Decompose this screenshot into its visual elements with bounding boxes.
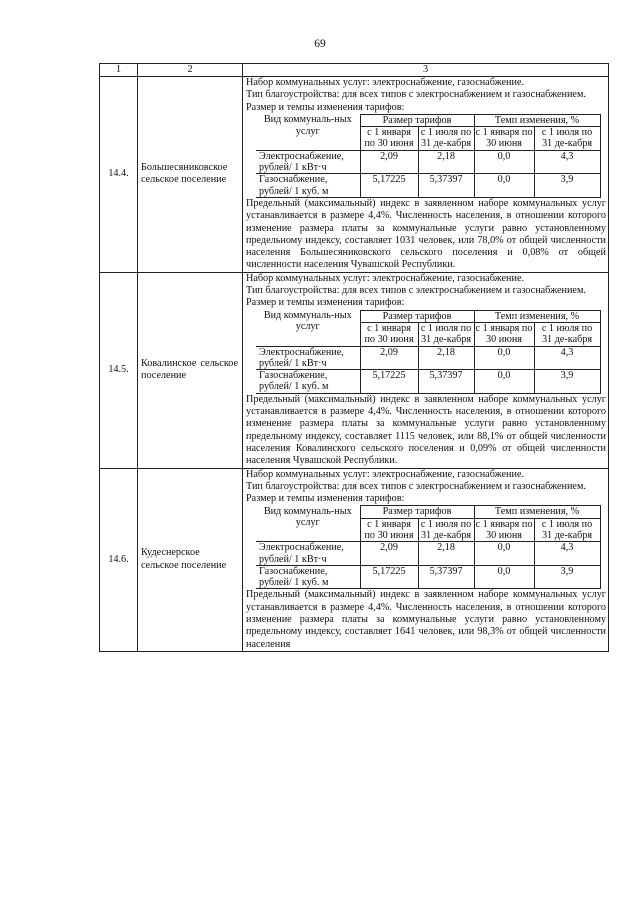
settlement-content-cell — [243, 272, 609, 468]
table-row — [100, 77, 609, 273]
settlement-content-cell — [243, 77, 609, 273]
service-name: Газоснабжение, рублей/ 1 куб. м — [256, 370, 360, 394]
tariff-value-period-2: 5,37397 — [418, 174, 474, 198]
tariffs-intro-text: Размер и темпы изменения тарифов: — [246, 101, 405, 113]
tariff-value-period-2: 2,18 — [418, 150, 474, 174]
settlement-name: Кудеснерское сельское поселение — [141, 547, 227, 571]
size-period-2-header: с 1 июля по 31 де-кабря — [418, 518, 474, 542]
tariff-size-header: Размер тарифов — [360, 114, 474, 126]
service-type-header: Вид коммуналь-ных услуг — [256, 114, 360, 150]
services-set-text: Набор коммунальных услуг: электроснабжение, газоснабжение. — [246, 272, 525, 284]
max-index-text: Предельный (максимальный) индекс в заявленном наборе коммунальных услуг устанавливается в размере 4,4%. Численность населения, в отношении которого изменение размера платы за коммунальные услуги равно установленному предельному индексу, составляет 1641 человек, или 98,3% от общей численности населения — [246, 589, 606, 650]
rate-period-1-header: с 1 января по 30 июня — [475, 322, 533, 346]
rate-value-period-2: 3,9 — [534, 174, 600, 198]
rate-value-period-1: 0,0 — [474, 565, 534, 589]
rate-value-period-2: 3,9 — [534, 370, 600, 394]
rate-period-2-header: с 1 июля по 31 де-кабря — [534, 322, 600, 346]
tariff-size-header: Размер тарифов — [360, 310, 474, 322]
tariffs-intro-text: Размер и темпы изменения тарифов: — [246, 493, 405, 505]
column-number-1: 1 — [100, 64, 138, 77]
service-name: Электроснабжение, рублей/ 1 кВт·ч — [256, 150, 360, 174]
rate-value-period-1: 0,0 — [474, 150, 534, 174]
services-set-text: Набор коммунальных услуг: электроснабжение, газоснабжение. — [246, 77, 525, 88]
page-number: 69 — [314, 38, 326, 50]
service-name: Электроснабжение, рублей/ 1 кВт·ч — [256, 346, 360, 370]
tariff-value-period-2: 5,37397 — [418, 565, 474, 589]
settlement-name: Ковалинское сельское поселение — [141, 357, 238, 382]
rate-value-period-2: 4,3 — [534, 150, 600, 174]
tariff-value-period-1: 2,09 — [360, 542, 418, 566]
tariff-size-header: Размер тарифов — [360, 506, 474, 518]
table-row — [100, 272, 609, 468]
service-name: Газоснабжение, рублей/ 1 куб. м — [256, 174, 360, 198]
improvement-type-text: Тип благоустройства: для всех типов с электроснабжением и газоснабжением. — [246, 480, 586, 492]
size-period-1-header: с 1 января по 30 июня — [360, 518, 418, 542]
size-period-2-header: с 1 июля по 31 де-кабря — [418, 322, 474, 346]
max-index-text: Предельный (максимальный) индекс в заявленном наборе коммунальных услуг устанавливается в размере 4,4%. Численность населения, в отношении которого изменение размера платы за коммунальные услуги равно установленному предельному индексу, составляет 1115 человек, или 88,1% от общей численности населения Ковалинского сельского поселения и 0,09% от общей численности населения Чувашской Республики. — [246, 393, 606, 467]
tariff-value-period-2: 5,37397 — [418, 370, 474, 394]
services-set-text: Набор коммунальных услуг: электроснабжение, газоснабжение. — [246, 468, 525, 480]
tariff-row-electricity — [256, 346, 600, 370]
tariff-value-period-1: 2,09 — [360, 150, 418, 174]
column-number-header-row — [100, 64, 609, 77]
settlement-name: Большесяниковское сельское поселение — [141, 162, 228, 186]
tariff-index-table — [99, 63, 609, 652]
service-type-header: Вид коммуналь-ных услуг — [256, 310, 360, 346]
rate-period-1-header: с 1 января по 30 июня — [475, 518, 533, 541]
tariff-value-period-2: 2,18 — [418, 346, 474, 370]
tariff-row-electricity — [256, 150, 600, 174]
tariff-row-electricity — [256, 542, 600, 566]
size-period-1-header: с 1 января по 30 июня — [360, 127, 418, 151]
tariff-header-row — [256, 310, 600, 322]
service-name: Газоснабжение, рублей/ 1 куб. м — [256, 565, 360, 589]
tariff-rates-table — [256, 505, 601, 589]
tariff-value-period-1: 5,17225 — [360, 174, 418, 198]
tariff-rate-header: Темп изменения, % — [474, 506, 600, 518]
settlement-content-cell — [243, 468, 609, 651]
service-name: Электроснабжение, рублей/ 1 кВт·ч — [256, 542, 360, 566]
rate-value-period-2: 4,3 — [534, 346, 600, 370]
tariff-row-gas — [256, 174, 600, 198]
column-number-3: 3 — [243, 64, 609, 77]
table-row — [100, 468, 609, 651]
size-period-1-header: с 1 января по 30 июня — [360, 322, 418, 346]
rate-value-period-1: 0,0 — [474, 542, 534, 566]
tariff-header-row — [256, 506, 600, 518]
tariff-rate-header: Темп изменения, % — [474, 114, 600, 126]
rate-value-period-1: 0,0 — [474, 346, 534, 370]
max-index-text: Предельный (максимальный) индекс в заявленном наборе коммунальных услуг устанавливается в размере 4,4%. Численность населения, в отношении которого изменение размера платы за коммунальные услуги равно установленному предельному индексу, составляет 1031 человек, или 78,0% от общей численности населения Большесяниковского сельского поселения и 0,08% от общей численности населения Чувашской Республики. — [246, 197, 606, 271]
rate-period-1-header: с 1 января по 30 июня — [475, 127, 533, 150]
settlement-name-cell — [138, 77, 243, 273]
tariff-rates-table — [256, 114, 601, 198]
rate-value-period-2: 4,3 — [534, 542, 600, 566]
service-type-header: Вид коммуналь-ных услуг — [256, 506, 360, 542]
rate-period-2-header: с 1 июля по 31 де-кабря — [534, 518, 600, 542]
row-number: 14.5. — [100, 272, 138, 468]
tariff-value-period-2: 2,18 — [418, 542, 474, 566]
tariff-row-gas — [256, 370, 600, 394]
size-period-2-header: с 1 июля по 31 де-кабря — [418, 127, 474, 151]
row-number: 14.4. — [100, 77, 138, 273]
rate-value-period-1: 0,0 — [474, 370, 534, 394]
tariff-rate-header: Темп изменения, % — [474, 310, 600, 322]
tariff-row-gas — [256, 565, 600, 589]
tariff-value-period-1: 5,17225 — [360, 370, 418, 394]
settlement-name-cell — [138, 272, 243, 468]
tariff-header-row — [256, 114, 600, 126]
column-number-2: 2 — [138, 64, 243, 77]
tariff-value-period-1: 2,09 — [360, 346, 418, 370]
row-number: 14.6. — [100, 468, 138, 651]
tariff-rates-table — [256, 310, 601, 394]
settlement-name-cell — [138, 468, 243, 651]
tariffs-intro-text: Размер и темпы изменения тарифов: — [246, 297, 405, 309]
rate-value-period-1: 0,0 — [474, 174, 534, 198]
rate-value-period-2: 3,9 — [534, 565, 600, 589]
improvement-type-text: Тип благоустройства: для всех типов с электроснабжением и газоснабжением. — [246, 285, 586, 297]
tariff-value-period-1: 5,17225 — [360, 565, 418, 589]
improvement-type-text: Тип благоустройства: для всех типов с электроснабжением и газоснабжением. — [246, 89, 586, 101]
rate-period-2-header: с 1 июля по 31 де-кабря — [534, 127, 600, 151]
